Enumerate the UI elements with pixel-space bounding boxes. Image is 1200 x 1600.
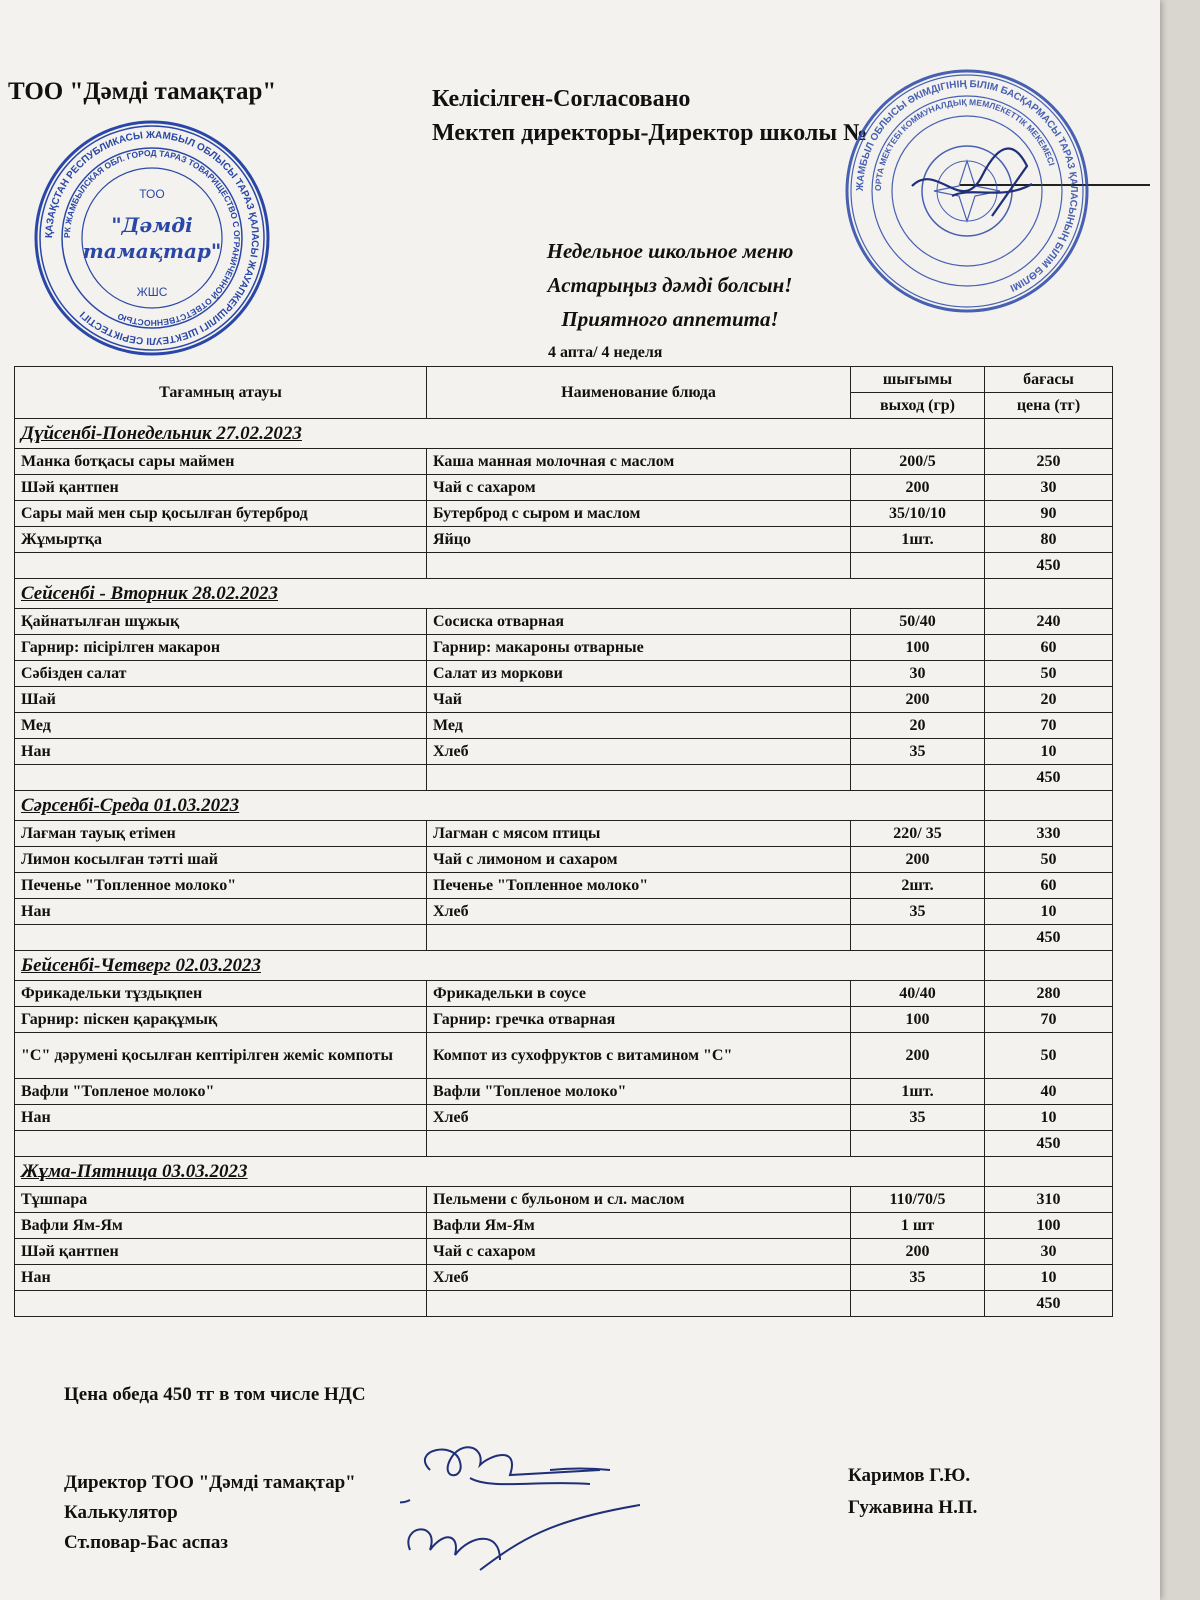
day-title: Дүйсенбі-Понедельник 27.02.2023 [15,419,985,449]
menu-item-row [15,687,1113,713]
dish-name-kz: Қайнатылған шұжық [15,609,427,635]
menu-item-row [15,475,1113,501]
menu-item-row [15,1187,1113,1213]
header-yield-ru: выход (гр) [851,393,985,419]
stamp-name-line2: тамақтар" [82,239,222,263]
dish-yield: 1шт. [851,1079,985,1105]
role-calculator: Калькулятор [64,1502,178,1523]
total-empty-cell [427,1131,851,1157]
svg-text:ҚАЗАҚСТАН РЕСПУБЛИКАСЫ ЖАМБЫЛ [44,130,260,346]
dish-name-kz: Вафли "Топленое молоко" [15,1079,427,1105]
school-stamp-outer-text: ЖАМБЫЛ ОБЛЫСЫ ӘКІМДІГІНІҢ БІЛІМ БАСҚАРМАСЫ ТАРАЗ ҚАЛАСЫНЫҢ БІЛІМ БӨЛІМІ [854,78,1080,294]
total-empty-cell [851,1131,985,1157]
dish-name-kz: Лимон косылған тәтті шай [15,847,427,873]
title-ru-wish: Приятного аппетита! [561,307,779,331]
day-header-row [15,1157,1113,1187]
dish-name-kz: Гарнир: піскен қарақұмық [15,1007,427,1033]
dish-yield: 100 [851,635,985,661]
dish-name-kz: Шәй қантпен [15,1239,427,1265]
day-header-empty-cell [985,579,1113,609]
day-total-row [15,1291,1113,1317]
day-total-price: 450 [985,1291,1113,1317]
day-header-empty-cell [985,419,1113,449]
week-label: 4 апта/ 4 неделя [548,344,663,361]
signature-roles [64,1468,356,1558]
dish-name-kz: Лағман тауық етімен [15,821,427,847]
dish-name-ru: Хлеб [427,739,851,765]
dish-name-ru: Гарнир: макароны отварные [427,635,851,661]
dish-name-kz: Нан [15,739,427,765]
dish-yield: 35 [851,1105,985,1131]
total-empty-cell [15,765,427,791]
dish-price: 70 [985,713,1113,739]
day-total-price: 450 [985,925,1113,951]
day-total-row [15,1131,1113,1157]
day-title: Сәрсенбі-Среда 01.03.2023 [15,791,985,821]
menu-item-row [15,635,1113,661]
dish-name-ru: Чай [427,687,851,713]
handwritten-signatures [400,1440,640,1590]
dish-price: 20 [985,687,1113,713]
dish-name-kz: Шәй қантпен [15,475,427,501]
signature-names [848,1460,977,1524]
dish-price: 240 [985,609,1113,635]
dish-price: 100 [985,1213,1113,1239]
dish-name-ru: Хлеб [427,1265,851,1291]
dish-price: 80 [985,527,1113,553]
total-empty-cell [851,553,985,579]
dish-name-kz: "С" дәрумені қосылған кептірілген жеміс компоты [15,1033,427,1079]
dish-yield: 200 [851,847,985,873]
total-empty-cell [15,1131,427,1157]
dish-price: 310 [985,1187,1113,1213]
title-weekly-menu: Недельное школьное меню [546,239,794,263]
menu-item-row [15,661,1113,687]
dish-price: 70 [985,1007,1113,1033]
dish-price: 10 [985,899,1113,925]
dish-price: 30 [985,475,1113,501]
dish-yield: 35/10/10 [851,501,985,527]
total-empty-cell [851,765,985,791]
dish-yield: 200 [851,687,985,713]
approval-block [432,82,867,150]
dish-name-ru: Гарнир: гречка отварная [427,1007,851,1033]
dish-price: 60 [985,873,1113,899]
stamp-bottom-text: ЖШС [136,285,168,299]
dish-name-ru: Чай с сахаром [427,475,851,501]
day-total-price: 450 [985,1131,1113,1157]
menu-table [14,366,1113,1317]
dish-name-ru: Сосиска отварная [427,609,851,635]
dish-name-kz: Сәбізден салат [15,661,427,687]
dish-name-kz: Вафли Ям-Ям [15,1213,427,1239]
dish-name-kz: Нан [15,1265,427,1291]
day-total-row [15,925,1113,951]
dish-yield: 35 [851,1265,985,1291]
svg-text:РК ЖАМБЫЛСКАЯ ОБЛ. ГОРОД ТАРАЗ [62,148,242,328]
day-header-row [15,579,1113,609]
name-director: Каримов Г.Ю. [848,1465,971,1486]
dish-name-ru: Пельмени с бульоном и сл. маслом [427,1187,851,1213]
dish-yield: 100 [851,1007,985,1033]
dish-name-ru: Яйцо [427,527,851,553]
dish-yield: 40/40 [851,981,985,1007]
dish-name-ru: Вафли "Топленое молоко" [427,1079,851,1105]
dish-yield: 1 шт [851,1213,985,1239]
dish-name-kz: Шай [15,687,427,713]
dish-name-ru: Вафли Ям-Ям [427,1213,851,1239]
menu-item-row [15,1105,1113,1131]
total-empty-cell [427,1291,851,1317]
dish-price: 40 [985,1079,1113,1105]
school-stamp [842,66,1092,316]
lunch-price-note: Цена обеда 450 тг в том числе НДС [64,1384,366,1405]
menu-body [15,419,1113,1317]
dish-price: 250 [985,449,1113,475]
day-header-empty-cell [985,951,1113,981]
dish-name-kz: Жұмыртқа [15,527,427,553]
dish-name-kz: Манка ботқасы сары маймен [15,449,427,475]
role-director: Директор ТОО "Дәмді тамақтар" [64,1472,356,1493]
dish-price: 50 [985,661,1113,687]
dish-yield: 30 [851,661,985,687]
day-title: Сейсенбі - Вторник 28.02.2023 [15,579,985,609]
dish-price: 10 [985,739,1113,765]
menu-item-row [15,501,1113,527]
dish-name-kz: Тұшпара [15,1187,427,1213]
approval-title: Келісілген-Согласовано [432,86,691,112]
day-total-price: 450 [985,765,1113,791]
dish-yield: 20 [851,713,985,739]
dish-name-ru: Салат из моркови [427,661,851,687]
dish-name-kz: Гарнир: пісірілген макарон [15,635,427,661]
dish-yield: 2шт. [851,873,985,899]
day-total-row [15,553,1113,579]
menu-item-row [15,1007,1113,1033]
menu-titles [500,234,840,336]
menu-item-row [15,981,1113,1007]
day-total-row [15,765,1113,791]
company-stamp [32,118,272,358]
stamp-name-line1: "Дәмді [111,213,193,237]
dish-yield: 110/70/5 [851,1187,985,1213]
dish-name-ru: Чай с лимоном и сахаром [427,847,851,873]
dish-price: 10 [985,1265,1113,1291]
day-header-row [15,791,1113,821]
dish-name-ru: Компот из сухофруктов с витамином "С" [427,1033,851,1079]
menu-item-row [15,1213,1113,1239]
dish-name-ru: Хлеб [427,899,851,925]
stamp-inner-text: РК ЖАМБЫЛСКАЯ ОБЛ. ГОРОД ТАРАЗ ТОВАРИЩЕСТВО С ОГРАНИЧЕННОЙ ОТВЕТСТВЕННОСТЬЮ [61,147,243,329]
dish-name-ru: Мед [427,713,851,739]
dish-name-kz: Сары май мен сыр қосылған бутерброд [15,501,427,527]
dish-yield: 50/40 [851,609,985,635]
dish-yield: 1шт. [851,527,985,553]
dish-price: 50 [985,847,1113,873]
dish-name-kz: Мед [15,713,427,739]
dish-name-ru: Хлеб [427,1105,851,1131]
dish-name-ru: Фрикадельки в соусе [427,981,851,1007]
role-chef: Ст.повар-Бас аспаз [64,1532,229,1553]
dish-name-ru: Бутерброд с сыром и маслом [427,501,851,527]
dish-name-ru: Чай с сахаром [427,1239,851,1265]
day-header-empty-cell [985,1157,1113,1187]
total-empty-cell [427,925,851,951]
dish-yield: 200 [851,1033,985,1079]
dish-price: 10 [985,1105,1113,1131]
total-empty-cell [15,553,427,579]
menu-item-row [15,713,1113,739]
header-price-ru: цена (тг) [985,393,1113,419]
dish-price: 60 [985,635,1113,661]
dish-price: 50 [985,1033,1113,1079]
dish-name-kz: Нан [15,1105,427,1131]
header-dish-kz: Тағамның атауы [15,367,427,419]
menu-item-row [15,739,1113,765]
menu-item-row [15,1265,1113,1291]
menu-item-row [15,821,1113,847]
day-header-row [15,419,1113,449]
stamp-top-text: ТОО [139,187,165,201]
total-empty-cell [15,925,427,951]
dish-name-ru: Печенье "Топленное молоко" [427,873,851,899]
dish-name-kz: Фрикадельки тұздықпен [15,981,427,1007]
company-name: ТОО "Дәмді тамақтар" [8,78,277,105]
dish-yield: 200 [851,1239,985,1265]
total-empty-cell [427,553,851,579]
day-title: Жұма-Пятница 03.03.2023 [15,1157,985,1187]
svg-text:ЖАМБЫЛ ОБЛЫСЫ ӘКІМДІГІНІҢ БІЛІ [855,79,1079,293]
dish-yield: 200/5 [851,449,985,475]
dish-yield: 220/ 35 [851,821,985,847]
stamp-outer-text: ҚАЗАҚСТАН РЕСПУБЛИКАСЫ ЖАМБЫЛ ОБЛЫСЫ ТАРАЗ ҚАЛАСЫ ЖАУАПКЕРШІЛІГІ ШЕКТЕУЛІ СЕРІКТЕСТІГІ [43,129,261,347]
dish-yield: 35 [851,899,985,925]
total-empty-cell [427,765,851,791]
dish-price: 330 [985,821,1113,847]
menu-item-row [15,1239,1113,1265]
dish-name-ru: Каша манная молочная с маслом [427,449,851,475]
total-empty-cell [15,1291,427,1317]
menu-item-row [15,449,1113,475]
menu-item-row [15,873,1113,899]
title-kz-wish: Астарыңыз дәмді болсын! [547,273,793,297]
dish-price: 30 [985,1239,1113,1265]
dish-yield: 35 [851,739,985,765]
menu-item-row [15,1033,1113,1079]
day-header-row [15,951,1113,981]
name-calculator: Гужавина Н.П. [848,1497,978,1518]
dish-name-ru: Лагман с мясом птицы [427,821,851,847]
header-dish-ru: Наименование блюда [427,367,851,419]
day-title: Бейсенбі-Четверг 02.03.2023 [15,951,985,981]
dish-yield: 200 [851,475,985,501]
dish-price: 90 [985,501,1113,527]
school-stamp-inner-text: ОРТА МЕКТЕБІ КОММУНАЛДЫҚ МЕМЛЕКЕТТІК МЕКЕМЕСІ [872,96,1057,192]
header-price-kz: бағасы [985,367,1113,393]
menu-item-row [15,847,1113,873]
dish-name-kz: Нан [15,899,427,925]
dish-name-kz: Печенье "Топленное молоко" [15,873,427,899]
menu-item-row [15,1079,1113,1105]
day-header-empty-cell [985,791,1113,821]
dish-price: 280 [985,981,1113,1007]
menu-item-row [15,899,1113,925]
menu-item-row [15,609,1113,635]
menu-item-row [15,527,1113,553]
approval-director: Мектеп директоры-Директор школы № [432,120,868,146]
day-total-price: 450 [985,553,1113,579]
total-empty-cell [851,1291,985,1317]
header-yield-kz: шығымы [851,367,985,393]
total-empty-cell [851,925,985,951]
